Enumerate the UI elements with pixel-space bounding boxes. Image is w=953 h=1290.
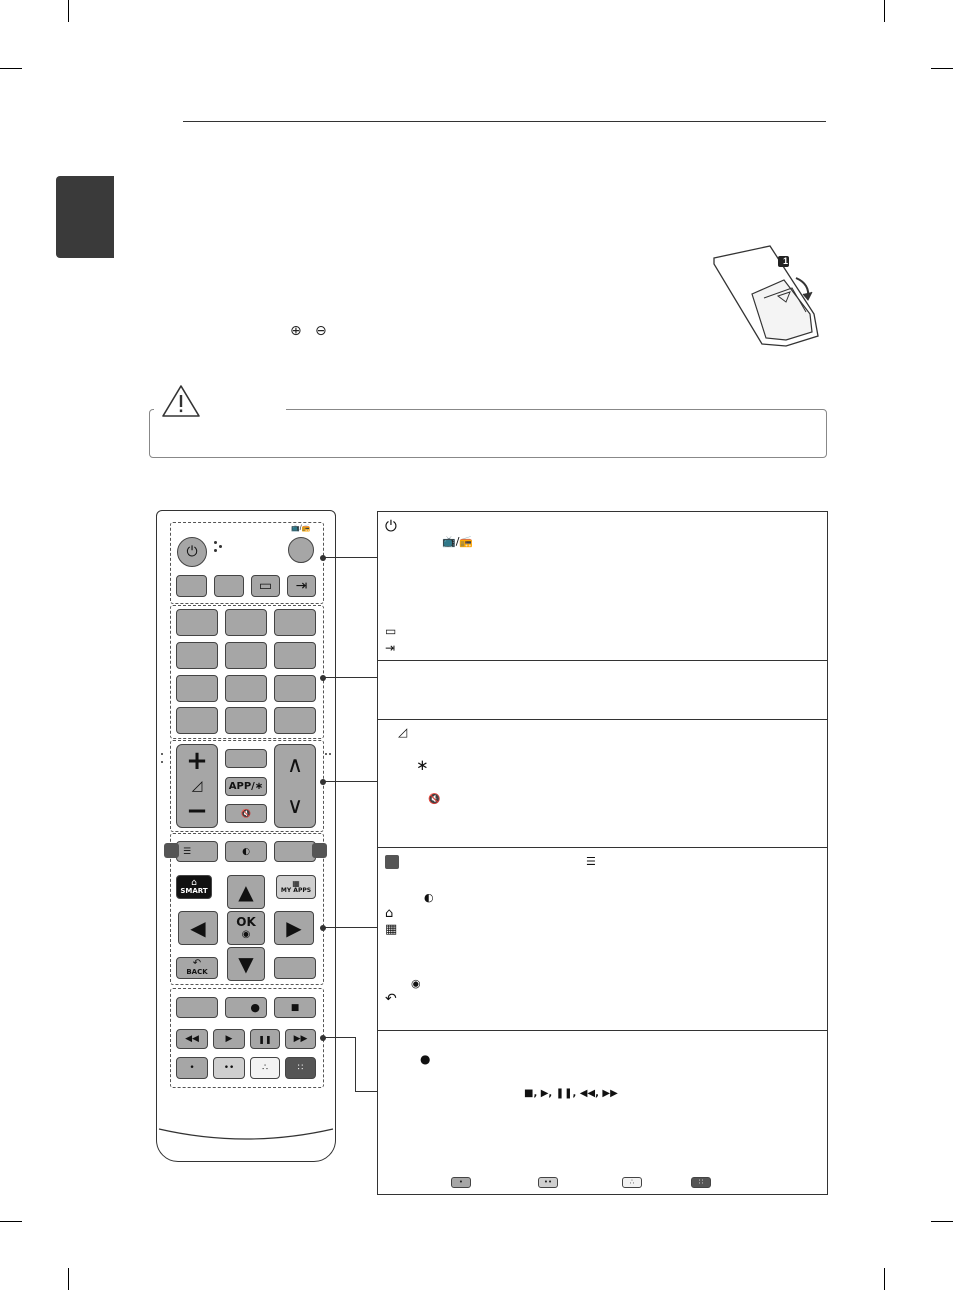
apps-grid-icon: ▦ [385, 922, 398, 937]
battery-cover-illustration [706, 244, 828, 354]
blue-button[interactable] [285, 1057, 316, 1079]
number-key[interactable] [176, 642, 218, 669]
remote-bottom-curve [157, 1123, 335, 1163]
side-dot [325, 753, 327, 755]
leader-dot [320, 675, 326, 681]
power-icon: ⏻ [385, 517, 397, 535]
volume-icon: ◿ [191, 777, 203, 794]
volume-rocker[interactable] [176, 744, 218, 828]
text-button[interactable] [176, 841, 218, 862]
crop-mark [68, 1268, 69, 1290]
function-button-1[interactable] [176, 575, 207, 597]
side-dot [161, 761, 163, 763]
red-key-icon: • [451, 1177, 471, 1188]
guide-button[interactable] [225, 749, 267, 768]
red-button[interactable] [176, 1057, 208, 1079]
fast-forward-button[interactable] [285, 1029, 316, 1049]
volume-up-icon: + [186, 745, 208, 776]
pause-button[interactable] [250, 1029, 280, 1049]
number-key[interactable] [176, 609, 218, 636]
volume-down-icon: − [186, 796, 208, 827]
yellow-dots-icon: ∴ [262, 1063, 268, 1073]
stop-button[interactable] [274, 997, 316, 1018]
green-key-icon: •• [538, 1177, 558, 1188]
ok-ring-icon: ◉ [411, 977, 421, 990]
red-dot-icon: • [189, 1063, 195, 1073]
stop-icon: ■ [290, 1002, 300, 1013]
tv-radio-icon: 📺/📻 [291, 525, 311, 532]
input-icon: ⇥ [295, 578, 308, 594]
mute-icon: 🔇 [241, 809, 251, 818]
app-star-button[interactable] [225, 777, 267, 796]
back-button[interactable] [176, 957, 218, 979]
apps-grid-icon: ▦ [292, 878, 300, 888]
caution-icon [160, 383, 202, 419]
key-right-button[interactable] [274, 841, 316, 862]
crop-mark [884, 0, 885, 22]
leader-line [325, 557, 377, 558]
play-button[interactable] [213, 1029, 245, 1049]
green-button[interactable] [213, 1057, 245, 1079]
app-star-label: APP/∗ [228, 781, 264, 792]
ratio-icon: ▭ [385, 624, 397, 638]
info-icon: ◐ [424, 891, 434, 904]
pause-icon: ❚❚ [258, 1034, 272, 1044]
blue-key-icon: ∷ [691, 1177, 711, 1188]
side-dot [329, 753, 331, 755]
back-label: BACK [186, 968, 208, 977]
yellow-button[interactable] [250, 1057, 280, 1079]
record-icon: ● [420, 1052, 431, 1066]
leader-line [325, 927, 377, 928]
number-key[interactable] [225, 609, 267, 636]
number-key[interactable] [274, 675, 316, 702]
side-dot [161, 753, 163, 755]
number-key[interactable] [274, 707, 316, 734]
info-icon: ◐ [242, 846, 250, 857]
ok-button[interactable] [227, 911, 265, 945]
leader-dot [320, 779, 326, 785]
ratio-icon: ▭ [258, 578, 273, 594]
back-arrow-icon: ↶ [192, 958, 202, 970]
mute-button[interactable] [225, 804, 267, 823]
leader-line [325, 677, 377, 678]
green-dots-icon: •• [223, 1063, 235, 1073]
arrow-right-icon: ▶ [286, 916, 302, 940]
crop-mark [931, 68, 953, 69]
power-button[interactable] [177, 537, 207, 567]
ok-ring-icon: ◉ [241, 928, 251, 940]
home-icon: ⌂ [191, 877, 197, 888]
leader-line [325, 781, 377, 782]
ratio-button[interactable] [251, 575, 280, 597]
panel-divider [378, 847, 827, 848]
input-button[interactable] [287, 575, 316, 597]
number-key[interactable] [225, 707, 267, 734]
arrow-left-icon: ◀ [190, 916, 206, 940]
caution-box [149, 409, 827, 458]
number-key[interactable] [274, 609, 316, 636]
text-icon: ☰ [586, 855, 596, 868]
crop-mark [0, 68, 22, 69]
fast-forward-icon: ▶▶ [293, 1034, 308, 1044]
number-key[interactable] [176, 707, 218, 734]
back-arrow-icon: ↶ [385, 991, 397, 1007]
arrow-down-icon: ▼ [238, 952, 254, 976]
tv-radio-button[interactable] [288, 537, 314, 563]
step-number: 1 [782, 256, 788, 266]
marker-square [312, 843, 327, 858]
my-apps-label: MY APPS [280, 886, 312, 894]
dot [214, 541, 217, 544]
number-key[interactable] [274, 642, 316, 669]
program-up-icon: ∧ [286, 752, 304, 778]
panel-divider [378, 660, 827, 661]
crop-mark [68, 0, 69, 22]
leader-line [355, 1091, 377, 1092]
number-key[interactable] [225, 675, 267, 702]
playback-key-1[interactable] [176, 997, 218, 1018]
remote-control [156, 510, 336, 1162]
program-rocker[interactable] [274, 744, 316, 828]
language-tab [56, 176, 114, 258]
exit-button[interactable] [274, 957, 316, 979]
blue-dots-icon: ∷ [297, 1063, 304, 1073]
home-icon: ⌂ [385, 906, 394, 921]
record-button[interactable] [225, 997, 267, 1018]
marker-square [164, 843, 179, 858]
smart-button[interactable] [176, 875, 212, 899]
power-icon: ⏻ [186, 544, 198, 560]
mute-icon: 🔇 [428, 794, 441, 805]
input-icon: ⇥ [385, 641, 396, 655]
dot [219, 545, 222, 548]
volume-icon: ◿ [398, 725, 408, 739]
play-icon: ▶ [225, 1034, 233, 1044]
nav-right-button[interactable] [274, 911, 314, 945]
panel-divider [378, 719, 827, 720]
program-down-icon: ∨ [286, 793, 304, 819]
function-button-2[interactable] [214, 575, 244, 597]
leader-line [355, 1037, 356, 1091]
crop-mark [884, 1268, 885, 1290]
playback-icons: ■, ▶, ❚❚, ◀◀, ▶▶ [524, 1088, 618, 1099]
info-button[interactable] [225, 841, 267, 862]
panel-divider [378, 1030, 827, 1031]
marker-square [385, 855, 399, 869]
tv-radio-icon: 📺/📻 [442, 535, 474, 548]
nav-left-button[interactable] [178, 911, 218, 945]
minus-circle-icon: ⊖ [315, 323, 327, 339]
header-rule [183, 121, 826, 122]
smart-label: SMART [180, 886, 208, 895]
nav-down-button[interactable] [227, 947, 265, 981]
arrow-up-icon: ▲ [238, 880, 254, 904]
leader-dot [320, 1035, 326, 1041]
rewind-button[interactable] [176, 1029, 208, 1049]
rewind-icon: ◀◀ [185, 1034, 199, 1044]
plus-circle-icon: ⊕ [290, 323, 302, 339]
my-apps-button[interactable] [276, 875, 316, 899]
text-icon: ☰ [183, 846, 192, 857]
crop-mark [931, 1221, 953, 1222]
nav-up-button[interactable] [227, 875, 265, 909]
record-icon: ● [250, 1001, 260, 1014]
leader-dot [320, 925, 326, 931]
leader-line [325, 1037, 355, 1038]
crop-mark [0, 1221, 22, 1222]
dot [214, 549, 217, 552]
star-icon: ∗ [416, 756, 429, 774]
number-key[interactable] [225, 642, 267, 669]
yellow-key-icon: ∴ [622, 1177, 642, 1188]
leader-dot [320, 555, 326, 561]
ok-label: OK [236, 915, 256, 930]
description-panel [377, 511, 828, 1195]
number-key[interactable] [176, 675, 218, 702]
